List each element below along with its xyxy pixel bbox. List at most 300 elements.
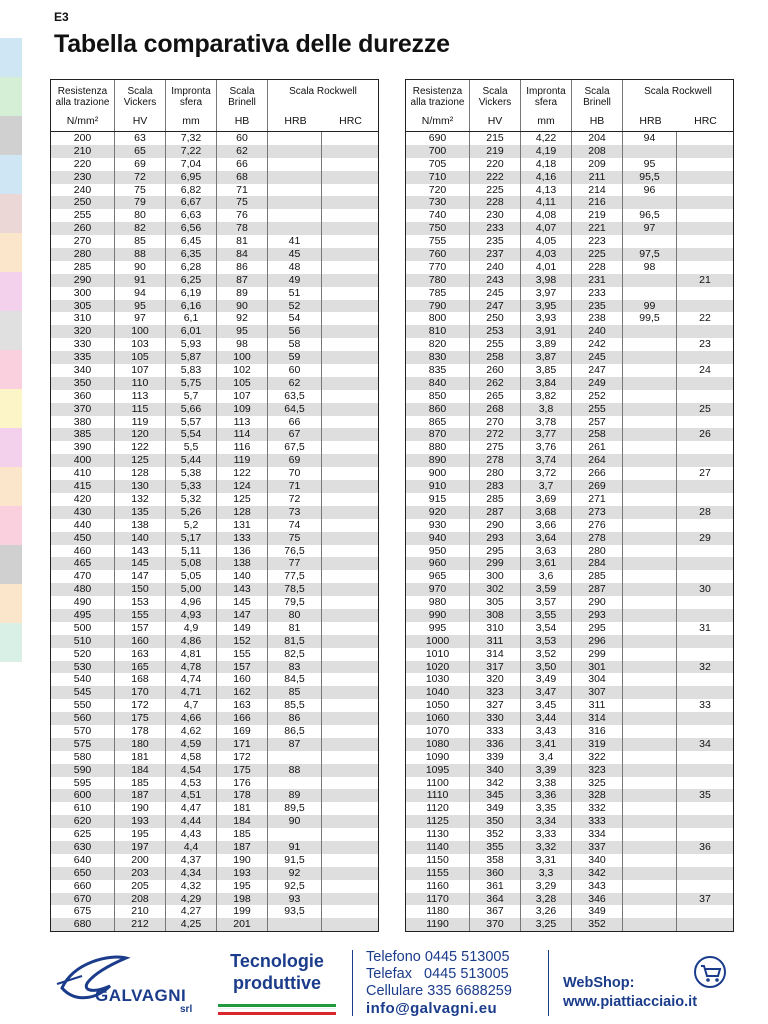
cell-tensile: 400 <box>51 454 115 467</box>
cell-hrc <box>677 325 733 338</box>
cell-hrb: 90 <box>268 815 322 828</box>
cell-hrb <box>623 815 677 828</box>
cell-hrc: 35 <box>699 789 711 802</box>
cell-tensile: 890 <box>406 454 470 467</box>
table-row <box>51 454 378 467</box>
cell-vickers: 125 <box>115 454 166 467</box>
cell-tensile: 830 <box>406 351 470 364</box>
cell-tensile: 530 <box>51 661 115 674</box>
cell-impronta: 4,13 <box>521 184 572 197</box>
webshop-block <box>563 974 697 1012</box>
cell-tensile: 1150 <box>406 854 470 867</box>
cell-tensile: 340 <box>51 364 115 377</box>
cell-hrb: 86 <box>268 712 322 725</box>
cell-vickers: 323 <box>470 686 521 699</box>
cell-brinell: 163 <box>217 699 268 712</box>
cell-hrb: 67,5 <box>268 441 322 454</box>
cell-hrb <box>623 519 677 532</box>
cell-tensile: 670 <box>51 893 115 906</box>
cell-impronta: 3,32 <box>521 841 572 854</box>
page-title: Tabella comparativa delle durezze <box>54 30 450 58</box>
cell-brinell: 75 <box>217 196 268 209</box>
table-row <box>406 300 733 313</box>
email-link[interactable]: info@galvagni.eu <box>366 1000 498 1017</box>
cell-tensile: 230 <box>51 171 115 184</box>
cell-hrc: 31 <box>699 621 711 634</box>
cell-tensile: 305 <box>51 300 115 313</box>
table-row <box>406 441 733 454</box>
table-row <box>51 261 378 274</box>
cell-brinell: 316 <box>572 725 623 738</box>
cell-hrc <box>677 570 733 583</box>
cell-tensile: 710 <box>406 171 470 184</box>
cell-hrb <box>623 841 677 854</box>
cell-brinell: 162 <box>217 686 268 699</box>
cell-tensile: 200 <box>51 132 115 145</box>
cell-tensile: 850 <box>406 390 470 403</box>
cell-hrb: 97 <box>623 222 677 235</box>
cell-hrb: 62 <box>268 377 322 390</box>
cell-vickers: 184 <box>115 764 166 777</box>
cell-brinell: 340 <box>572 854 623 867</box>
cell-impronta: 4,34 <box>166 867 217 880</box>
cell-brinell: 245 <box>572 351 623 364</box>
cell-impronta: 4,05 <box>521 235 572 248</box>
cell-tensile: 550 <box>51 699 115 712</box>
cell-impronta: 3,25 <box>521 918 572 931</box>
cell-hrc <box>322 196 378 209</box>
cell-hrc <box>322 867 378 880</box>
cell-vickers: 153 <box>115 596 166 609</box>
side-color-tabs <box>0 38 22 662</box>
cell-hrb <box>623 699 677 712</box>
cell-hrb: 54 <box>268 312 322 325</box>
table-row <box>51 893 378 906</box>
cell-impronta: 3,47 <box>521 686 572 699</box>
cell-hrb <box>623 635 677 648</box>
side-tab <box>0 545 22 584</box>
cell-tensile: 1130 <box>406 828 470 841</box>
table-row <box>51 777 378 790</box>
side-tab <box>0 155 22 194</box>
cell-hrc <box>322 738 378 751</box>
cell-vickers: 180 <box>115 738 166 751</box>
table-row <box>406 789 733 802</box>
cell-impronta: 4,9 <box>166 622 217 635</box>
cell-vickers: 293 <box>470 532 521 545</box>
cell-hrc <box>322 312 378 325</box>
cell-vickers: 165 <box>115 661 166 674</box>
cell-hrc <box>322 880 378 893</box>
cell-vickers: 302 <box>470 583 521 596</box>
cell-hrc <box>322 841 378 854</box>
cell-brinell: 238 <box>572 312 623 325</box>
cell-tensile: 730 <box>406 196 470 209</box>
table-row <box>51 196 378 209</box>
webshop-label: WebShop: <box>563 975 635 991</box>
cell-hrc: 36 <box>699 840 711 853</box>
cell-hrc <box>322 557 378 570</box>
cell-hrc: 26 <box>699 428 711 441</box>
table-row <box>406 377 733 390</box>
cell-impronta: 4,58 <box>166 751 217 764</box>
cell-tensile: 285 <box>51 261 115 274</box>
cell-hrc <box>322 158 378 171</box>
cell-tensile: 675 <box>51 905 115 918</box>
cell-hrb <box>623 596 677 609</box>
cell-vickers: 278 <box>470 454 521 467</box>
cell-impronta: 4,59 <box>166 738 217 751</box>
cell-brinell: 307 <box>572 686 623 699</box>
cell-tensile: 320 <box>51 325 115 338</box>
cell-hrb: 95,5 <box>623 171 677 184</box>
cell-brinell: 242 <box>572 338 623 351</box>
table-row <box>406 893 733 906</box>
cell-brinell: 323 <box>572 764 623 777</box>
cell-brinell: 187 <box>217 841 268 854</box>
cell-hrb <box>623 545 677 558</box>
cell-vickers: 170 <box>115 686 166 699</box>
cell-hrb: 98 <box>623 261 677 274</box>
cell-hrb <box>623 789 677 802</box>
cell-vickers: 268 <box>470 403 521 416</box>
cell-hrc <box>322 661 378 674</box>
cell-hrc <box>322 918 378 931</box>
cell-brinell: 296 <box>572 635 623 648</box>
cell-tensile: 330 <box>51 338 115 351</box>
cell-vickers: 128 <box>115 467 166 480</box>
cell-hrc <box>322 609 378 622</box>
cell-brinell: 223 <box>572 235 623 248</box>
cell-vickers: 190 <box>115 802 166 815</box>
header-hrc: HRC <box>694 115 717 127</box>
tagline: Tecnologie produttive <box>230 951 324 993</box>
cell-hrb: 80 <box>268 609 322 622</box>
cell-tensile: 1125 <box>406 815 470 828</box>
cell-brinell: 235 <box>572 300 623 313</box>
cell-tensile: 220 <box>51 158 115 171</box>
cell-vickers: 360 <box>470 867 521 880</box>
cell-hrb: 59 <box>268 351 322 364</box>
cell-brinell: 172 <box>217 751 268 764</box>
cell-brinell: 333 <box>572 815 623 828</box>
cell-impronta: 3,50 <box>521 661 572 674</box>
cell-hrb <box>623 570 677 583</box>
cell-impronta: 4,7 <box>166 699 217 712</box>
cell-brinell: 214 <box>572 184 623 197</box>
cell-tensile: 1060 <box>406 712 470 725</box>
cell-impronta: 5,2 <box>166 519 217 532</box>
cell-brinell: 176 <box>217 777 268 790</box>
table-row <box>51 570 378 583</box>
cell-impronta: 3,41 <box>521 738 572 751</box>
cell-impronta: 3,95 <box>521 300 572 313</box>
cell-impronta: 3,63 <box>521 545 572 558</box>
cell-tensile: 420 <box>51 493 115 506</box>
table-row <box>406 145 733 158</box>
cell-brinell: 102 <box>217 364 268 377</box>
cell-hrc <box>322 673 378 686</box>
cell-impronta: 3,35 <box>521 802 572 815</box>
table-row <box>406 764 733 777</box>
cell-vickers: 147 <box>115 570 166 583</box>
table-row <box>51 248 378 261</box>
cell-hrb: 74 <box>268 519 322 532</box>
cell-vickers: 270 <box>470 416 521 429</box>
cell-vickers: 120 <box>115 428 166 441</box>
table-row <box>406 802 733 815</box>
cell-tensile: 770 <box>406 261 470 274</box>
cell-vickers: 94 <box>115 287 166 300</box>
cell-brinell: 209 <box>572 158 623 171</box>
cell-impronta: 3,4 <box>521 751 572 764</box>
table-header <box>51 80 378 132</box>
cell-hrb: 92 <box>268 867 322 880</box>
table-row <box>51 596 378 609</box>
cell-hrc <box>322 777 378 790</box>
cell-vickers: 333 <box>470 725 521 738</box>
cell-hrb <box>623 751 677 764</box>
cell-impronta: 4,25 <box>166 918 217 931</box>
cell-tensile: 840 <box>406 377 470 390</box>
cell-impronta: 3,53 <box>521 635 572 648</box>
cell-tensile: 300 <box>51 287 115 300</box>
cell-hrb <box>623 403 677 416</box>
table-row <box>51 686 378 699</box>
table-row <box>51 506 378 519</box>
header-brinell: Scala Brinell HB <box>572 80 623 131</box>
cell-hrc <box>322 416 378 429</box>
cell-hrb: 77,5 <box>268 570 322 583</box>
cell-vickers: 90 <box>115 261 166 274</box>
cell-hrc <box>677 545 733 558</box>
cell-tensile: 860 <box>406 403 470 416</box>
cell-vickers: 265 <box>470 390 521 403</box>
cell-hrb: 81 <box>268 622 322 635</box>
cell-vickers: 197 <box>115 841 166 854</box>
cell-hrc <box>677 171 733 184</box>
cell-brinell: 78 <box>217 222 268 235</box>
cell-brinell: 285 <box>572 570 623 583</box>
cell-vickers: 103 <box>115 338 166 351</box>
side-tab <box>0 506 22 545</box>
cell-tensile: 1160 <box>406 880 470 893</box>
cell-hrc <box>322 274 378 287</box>
table-row <box>406 648 733 661</box>
cell-hrb <box>623 325 677 338</box>
cell-hrb <box>623 416 677 429</box>
cell-hrc <box>322 635 378 648</box>
cell-hrc <box>677 777 733 790</box>
table-row <box>406 918 733 931</box>
header-rockwell: Scala Rockwell HRB HRC <box>268 80 378 131</box>
cell-impronta: 6,19 <box>166 287 217 300</box>
cell-vickers: 172 <box>115 699 166 712</box>
table-row <box>51 519 378 532</box>
cell-impronta: 3,89 <box>521 338 572 351</box>
cell-hrc <box>322 545 378 558</box>
cell-vickers: 299 <box>470 557 521 570</box>
cell-impronta: 3,72 <box>521 467 572 480</box>
table-row <box>51 158 378 171</box>
cell-hrb <box>623 506 677 519</box>
cell-impronta: 3,91 <box>521 325 572 338</box>
side-tab <box>0 428 22 467</box>
cell-impronta: 6,28 <box>166 261 217 274</box>
cell-hrb <box>623 880 677 893</box>
cell-tensile: 810 <box>406 325 470 338</box>
cell-brinell: 145 <box>217 596 268 609</box>
table-row <box>51 325 378 338</box>
cell-hrc <box>322 712 378 725</box>
cell-vickers: 308 <box>470 609 521 622</box>
cell-brinell: 258 <box>572 428 623 441</box>
cell-tensile: 990 <box>406 609 470 622</box>
cell-hrb <box>623 648 677 661</box>
cell-tensile: 510 <box>51 635 115 648</box>
cell-vickers: 287 <box>470 506 521 519</box>
cell-hrb <box>623 893 677 906</box>
cell-tensile: 1190 <box>406 918 470 931</box>
cell-tensile: 390 <box>51 441 115 454</box>
cell-hrb <box>623 764 677 777</box>
cell-hrc <box>322 764 378 777</box>
table-row <box>51 338 378 351</box>
cell-brinell: 199 <box>217 905 268 918</box>
cell-impronta: 5,5 <box>166 441 217 454</box>
cell-brinell: 87 <box>217 274 268 287</box>
cell-hrc <box>677 441 733 454</box>
webshop-link[interactable]: www.piattiacciaio.it <box>563 994 698 1010</box>
cell-brinell: 149 <box>217 622 268 635</box>
cell-brinell: 273 <box>572 506 623 519</box>
cell-hrc <box>677 867 733 880</box>
cell-brinell: 181 <box>217 802 268 815</box>
cell-hrc <box>322 132 378 145</box>
table-row <box>51 377 378 390</box>
cell-impronta: 4,54 <box>166 764 217 777</box>
cell-impronta: 4,18 <box>521 158 572 171</box>
table-row <box>406 403 733 416</box>
table-row <box>406 171 733 184</box>
cell-impronta: 6,45 <box>166 235 217 248</box>
cell-impronta: 3,64 <box>521 532 572 545</box>
cell-hrc: 37 <box>699 892 711 905</box>
table-row <box>51 171 378 184</box>
cell-impronta: 6,56 <box>166 222 217 235</box>
table-row <box>406 777 733 790</box>
cell-vickers: 283 <box>470 480 521 493</box>
header-brinell: Scala Brinell HB <box>217 80 268 131</box>
hardness-table-left <box>50 79 379 932</box>
cell-tensile: 680 <box>51 918 115 931</box>
cell-hrb <box>623 738 677 751</box>
cell-hrc <box>677 686 733 699</box>
cell-hrc <box>677 222 733 235</box>
table-row <box>51 712 378 725</box>
cell-hrc: 32 <box>699 660 711 673</box>
cell-vickers: 250 <box>470 312 521 325</box>
table-row <box>406 596 733 609</box>
cell-brinell: 201 <box>217 918 268 931</box>
cell-hrc <box>677 673 733 686</box>
cell-brinell: 128 <box>217 506 268 519</box>
cell-tensile: 800 <box>406 312 470 325</box>
cell-impronta: 3,98 <box>521 274 572 287</box>
cell-impronta: 3,44 <box>521 712 572 725</box>
cell-impronta: 3,76 <box>521 441 572 454</box>
cell-vickers: 280 <box>470 467 521 480</box>
table-row <box>51 480 378 493</box>
cell-vickers: 320 <box>470 673 521 686</box>
cell-tensile: 520 <box>51 648 115 661</box>
table-row <box>51 428 378 441</box>
cell-hrb: 89,5 <box>268 802 322 815</box>
cell-impronta: 5,08 <box>166 557 217 570</box>
cell-vickers: 79 <box>115 196 166 209</box>
cell-brinell: 147 <box>217 609 268 622</box>
table-row <box>406 274 733 287</box>
cell-hrb: 41 <box>268 235 322 248</box>
cell-hrb: 89 <box>268 789 322 802</box>
cell-brinell: 95 <box>217 325 268 338</box>
logo-wordmark: GALVAGNI <box>95 986 187 1005</box>
cell-impronta: 3,68 <box>521 506 572 519</box>
cell-vickers: 237 <box>470 248 521 261</box>
cell-hrc: 24 <box>699 364 711 377</box>
cell-brinell: 284 <box>572 557 623 570</box>
cell-tensile: 920 <box>406 506 470 519</box>
cell-tensile: 360 <box>51 390 115 403</box>
cell-hrc <box>677 261 733 274</box>
cell-impronta: 3,3 <box>521 867 572 880</box>
cell-brinell: 171 <box>217 738 268 751</box>
cell-tensile: 1020 <box>406 661 470 674</box>
table-row <box>406 570 733 583</box>
footer-divider <box>352 950 353 1016</box>
table-row <box>51 545 378 558</box>
cell-tensile: 1110 <box>406 789 470 802</box>
cell-impronta: 6,82 <box>166 184 217 197</box>
cell-vickers: 245 <box>470 287 521 300</box>
cell-impronta: 3,39 <box>521 764 572 777</box>
cell-hrc <box>322 751 378 764</box>
cell-hrb <box>623 235 677 248</box>
cell-hrc <box>677 764 733 777</box>
table-row <box>51 467 378 480</box>
table-row <box>406 480 733 493</box>
cell-brinell: 133 <box>217 532 268 545</box>
cell-hrb <box>623 802 677 815</box>
table-row <box>51 751 378 764</box>
cell-vickers: 305 <box>470 596 521 609</box>
cell-hrc <box>677 519 733 532</box>
cell-hrc <box>322 532 378 545</box>
cell-hrb: 75 <box>268 532 322 545</box>
table-row <box>406 209 733 222</box>
cell-hrb <box>623 609 677 622</box>
cell-impronta: 3,66 <box>521 519 572 532</box>
cell-hrc <box>322 686 378 699</box>
table-row <box>51 441 378 454</box>
table-row <box>406 287 733 300</box>
cell-hrc <box>677 725 733 738</box>
cell-brinell: 169 <box>217 725 268 738</box>
cell-hrb: 81,5 <box>268 635 322 648</box>
cell-impronta: 3,8 <box>521 403 572 416</box>
cell-brinell: 76 <box>217 209 268 222</box>
cell-vickers: 358 <box>470 854 521 867</box>
